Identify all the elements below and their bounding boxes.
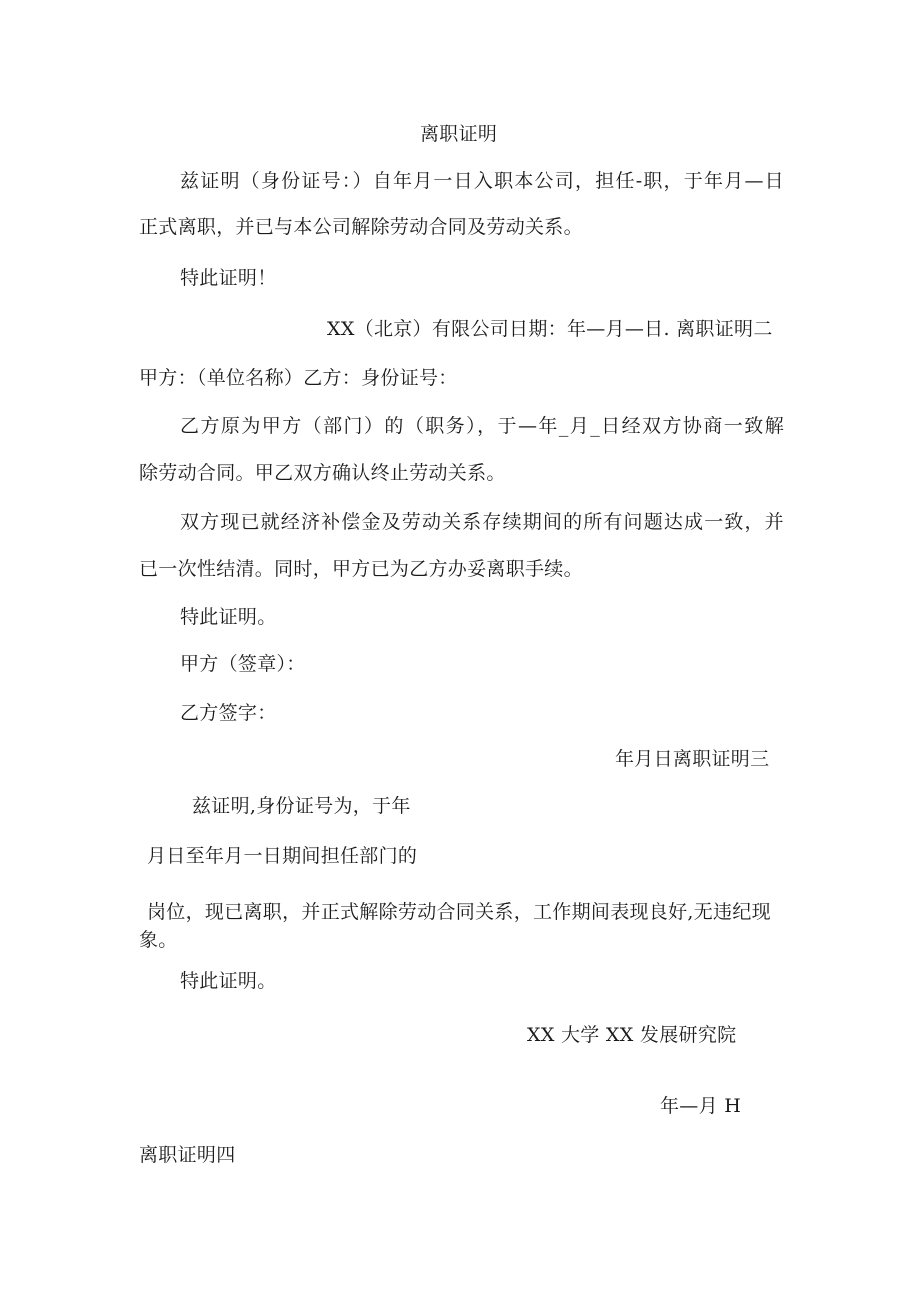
certificate-3-line-1: 兹证明,身份证号为，于年: [192, 795, 411, 817]
certificate-2-party-b-signature: 乙方签字：: [180, 702, 277, 724]
certificate-2-paragraph-line-3: 双方现已就经济补偿金及劳动关系存续期间的所有问题达成一致，并: [180, 511, 784, 533]
certificate-2-parties-line: 甲方：（单位名称）乙方：身份证号：: [139, 367, 458, 389]
certificate-1-signature-and-date: XX（北京）有限公司日期：年—月—日. 离职证明二: [327, 318, 773, 340]
certificate-1-closing: 特此证明！: [180, 267, 277, 289]
certificate-2-paragraph-line-2: 除劳动合同。甲乙双方确认终止劳动关系。: [139, 462, 506, 484]
certificate-2-closing: 特此证明。: [180, 606, 277, 628]
certificate-2-party-a-signature: 甲方（签章）：: [180, 653, 306, 675]
certificate-2-date-and-certificate-3-heading: 年月日离职证明三: [615, 748, 770, 770]
certificate-3-line-2: 月日至年月一日期间担任部门的: [147, 845, 418, 867]
certificate-2-paragraph-line-1: 乙方原为甲方（部门）的（职务），于—年_月_日经双方协商一致解: [180, 415, 784, 437]
certificate-1-paragraph-line-2: 正式离职，并已与本公司解除劳动合同及劳动关系。: [139, 216, 583, 238]
document-title: 离职证明: [420, 123, 498, 145]
certificate-3-line-3: 岗位，现已离职，并正式解除劳动合同关系，工作期间表现良好,无违纪现象。: [139, 901, 771, 951]
certificate-2-paragraph-line-4: 已一次性结清。同时，甲方已为乙方办妥离职手续。: [139, 558, 583, 580]
certificate-3-date: 年—月 H: [660, 1095, 742, 1117]
certificate-3-closing: 特此证明。: [180, 970, 277, 992]
certificate-3-signature: XX 大学 XX 发展研究院: [527, 1024, 737, 1046]
certificate-4-title: 离职证明四: [139, 1144, 236, 1166]
certificate-1-paragraph-line-1: 兹证明（身份证号：）自年月一日入职本公司，担任-职，于年月—日: [180, 170, 784, 192]
